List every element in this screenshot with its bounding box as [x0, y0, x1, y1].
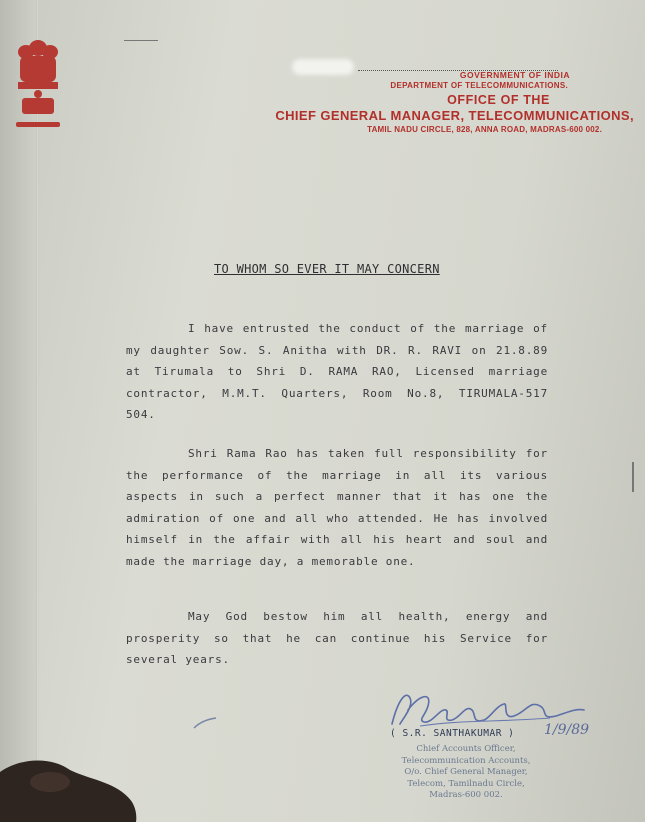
staple-mark — [632, 462, 634, 492]
stamp-line: Telecom, Tamilnadu Circle, — [407, 778, 525, 789]
stamp-line: O/o. Chief General Manager, — [404, 767, 528, 777]
signature-block — [380, 680, 600, 810]
body-paragraph — [126, 606, 548, 671]
ink-mark — [124, 40, 158, 41]
signatory-name: ( S.R. SANTHAKUMAR ) — [390, 728, 515, 739]
body-paragraph — [126, 443, 548, 572]
letterhead-office: OFFICE OF THE — [447, 93, 550, 107]
stamp-line: Telecommunication Accounts, — [401, 755, 531, 766]
ashoka-emblem-logo — [12, 36, 64, 134]
paragraph-text: May God bestow him all health, energy and prosperity so that he can continue his Service for several years. — [126, 610, 548, 666]
letterhead — [250, 70, 640, 134]
stamp-line: Madras-600 002. — [429, 790, 503, 800]
official-stamp — [386, 744, 546, 802]
stamp-line: Chief Accounts Officer, — [416, 744, 516, 754]
letterhead-title: CHIEF GENERAL MANAGER, TELECOMMUNICATIONS, — [275, 108, 634, 123]
letter-title: TO WHOM SO EVER IT MAY CONCERN — [214, 262, 440, 276]
signature-date: 1/9/89 — [544, 722, 590, 738]
paragraph-text: I have entrusted the conduct of the marriage of my daughter Sow. S. Anitha with DR. R. RAVI on 21.8.89 at Tirumala to Shri D. RAMA RAO, Licensed marriage contractor, M.M.T. Quarters, Room No.8, TIRUMALA-517 504. — [126, 322, 548, 421]
pen-stroke-mark — [192, 716, 218, 730]
paragraph-text: Shri Rama Rao has taken full responsibility for the performance of the marriage in all its various aspects in such a perfect manner that it has one the admiration of one and all who attended. He has involved himself in the affair with all his heart and soul and made the marriage day, a memorable one. — [126, 447, 548, 568]
letterhead-government: GOVERNMENT OF INDIA — [459, 70, 570, 80]
body-paragraph — [126, 318, 548, 426]
letterhead-address: TAMIL NADU CIRCLE, 828, ANNA ROAD, MADRAS-600 002. — [367, 125, 602, 134]
letterhead-department: DEPARTMENT OF TELECOMMUNICATIONS. — [390, 81, 568, 90]
photographer-thumb — [0, 752, 140, 822]
